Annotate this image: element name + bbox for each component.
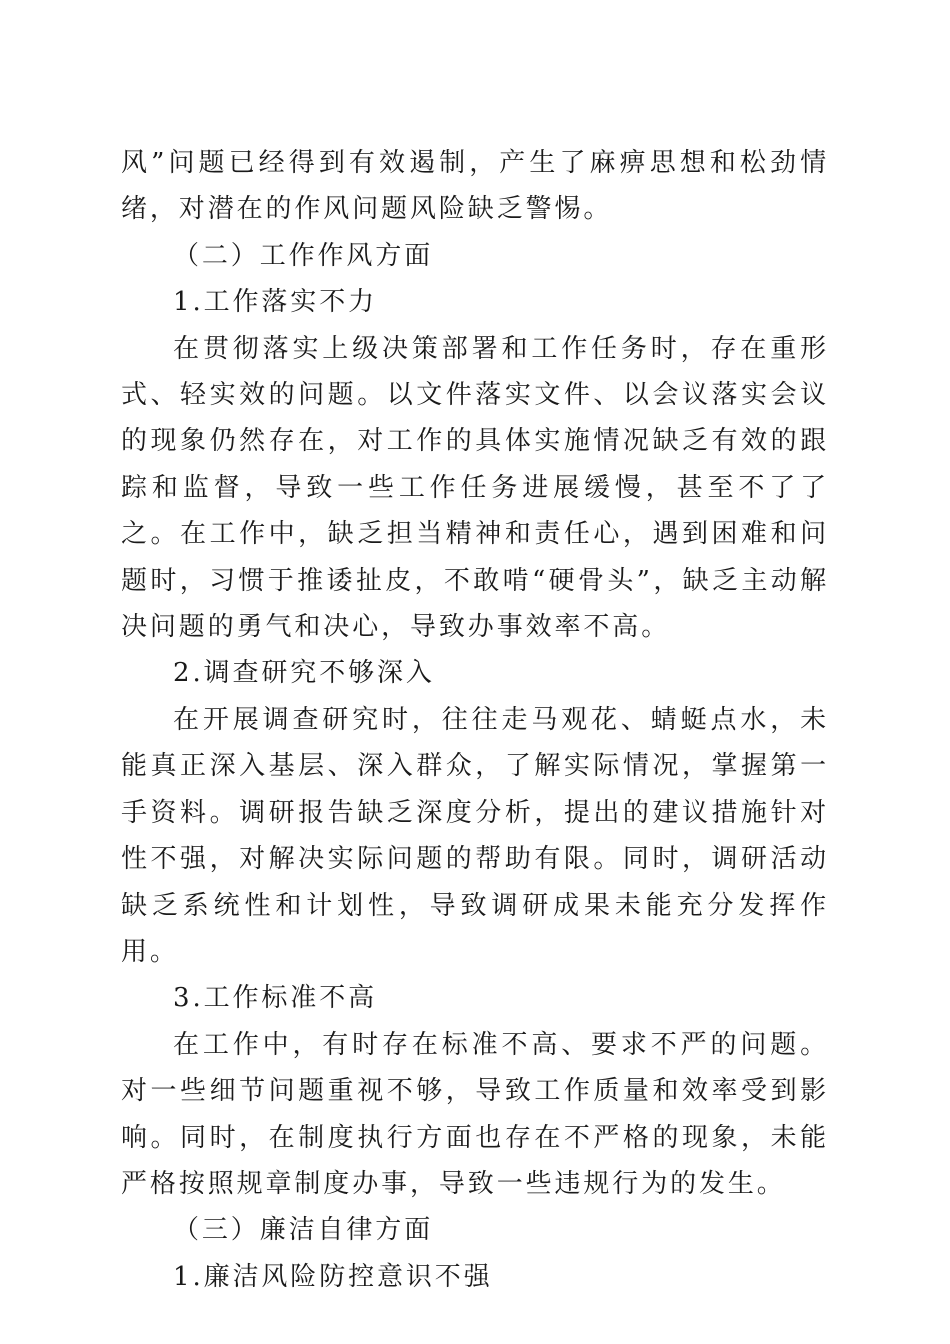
subheading-integrity-risk: 1.廉洁风险防控意识不强 — [173, 1261, 493, 1292]
paragraph-standards: 在工作中，有时存在标准不高、要求不严的问题。对一些细节问题重视不够，导致工作质量和效率受到影响。同时，在制度执行方面也存在不严格的现象，未能严格按照规章制度办事，导致一些违规行为的发生。 — [121, 1029, 829, 1199]
subheading-investigation: 2.调查研究不够深入 — [173, 658, 435, 689]
subheading-implementation: 1.工作落实不力 — [173, 287, 378, 318]
section-heading-work-style: （二）工作作风方面 — [173, 240, 434, 271]
paragraph-implementation: 在贯彻落实上级决策部署和工作任务时，存在重形式、轻实效的问题。以文件落实文件、以会议落实会议的现象仍然存在，对工作的具体实施情况缺乏有效的跟踪和监督，导致一些工作任务进展缓慢，甚至不了了之。在工作中，缺乏担当精神和责任心，遇到困难和问题时，习惯于推诿扯皮，不敢啃“硬骨头”，缺乏主动解决问题的勇气和决心，导致办事效率不高。 — [121, 333, 829, 643]
document-body — [121, 140, 829, 1300]
paragraph-continued: 风”问题已经得到有效遏制，产生了麻痹思想和松劲情绪，对潜在的作风问题风险缺乏警惕。 — [121, 148, 829, 225]
subheading-standards: 3.工作标准不高 — [173, 983, 378, 1014]
paragraph-investigation: 在开展调查研究时，往往走马观花、蜻蜓点水，未能真正深入基层、深入群众，了解实际情况，掌握第一手资料。调研报告缺乏深度分析，提出的建议措施针对性不强，对解决实际问题的帮助有限。同时，调研活动缺乏系统性和计划性，导致调研成果未能充分发挥作用。 — [121, 704, 829, 967]
section-heading-integrity: （三）廉洁自律方面 — [173, 1215, 434, 1246]
